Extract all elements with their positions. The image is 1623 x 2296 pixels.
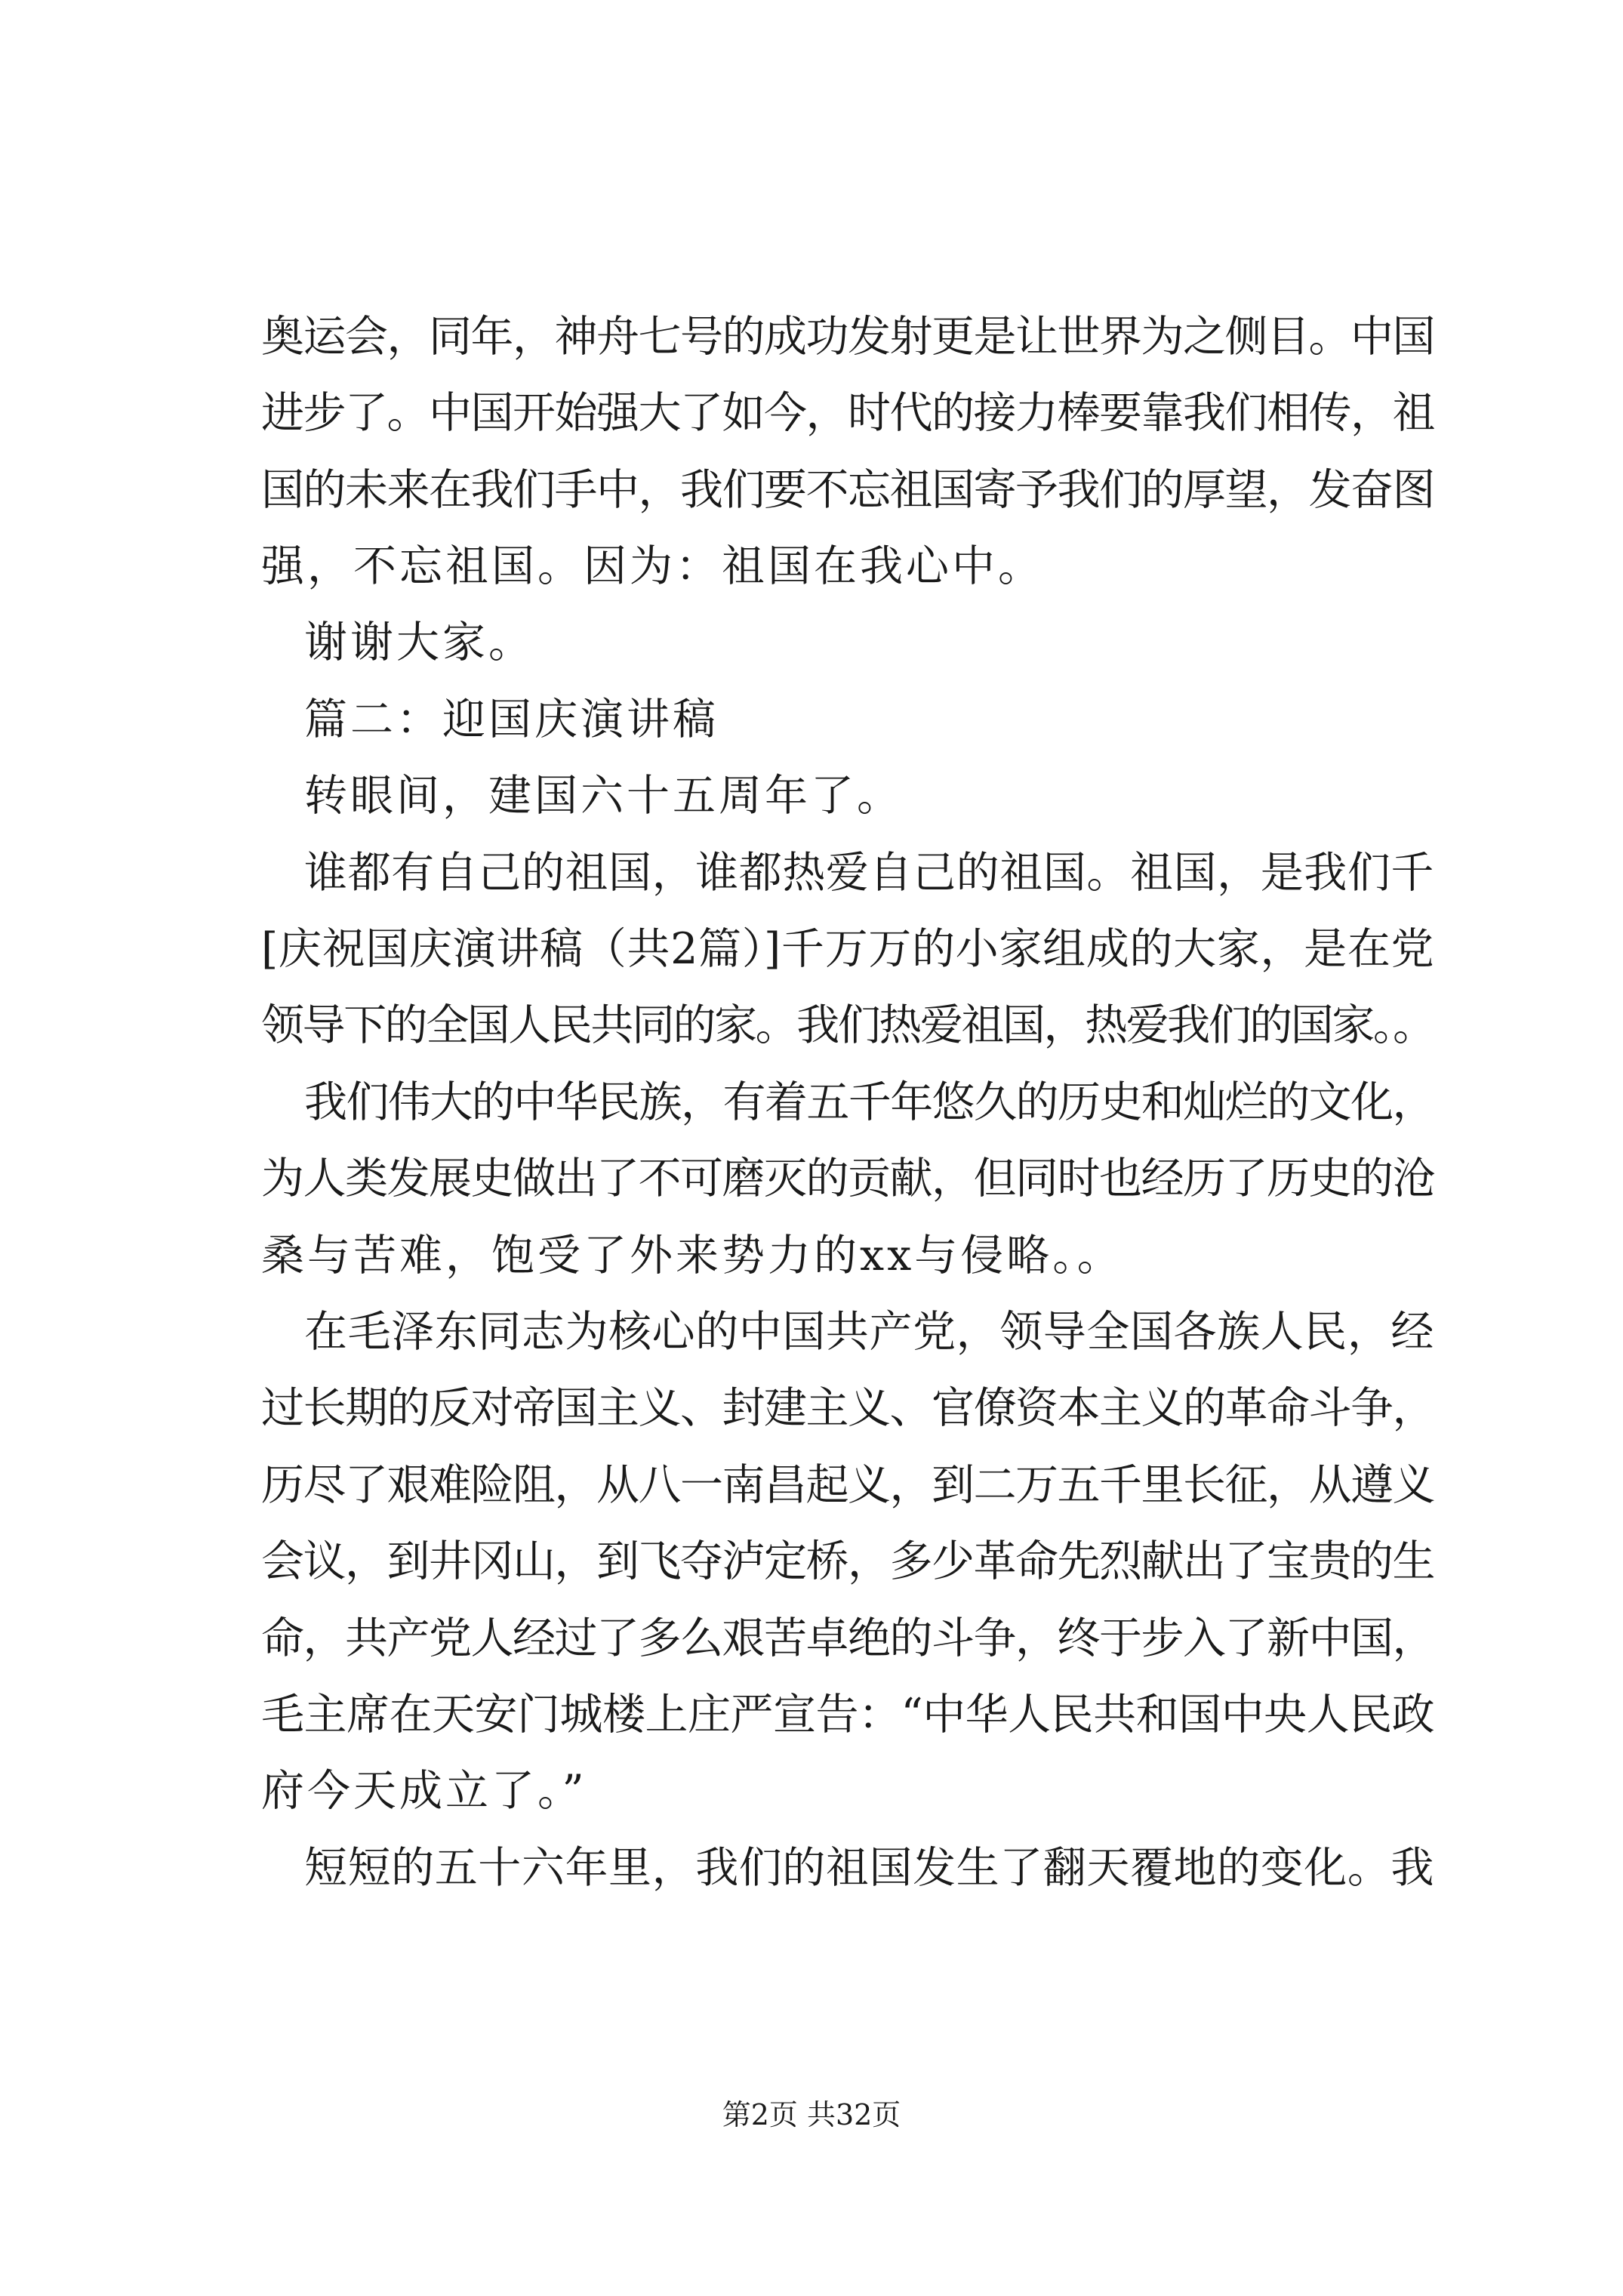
body-line-19: 毛主席在天安门城楼上庄严宣告：“中华人民共和国中央人民政 (261, 1690, 1435, 1740)
body-line-17: 会议，到井冈山，到飞夺泸定桥，多少革命先烈献出了宝贵的生 (261, 1536, 1434, 1586)
body-line-8: 谁都有自己的祖国，谁都热爱自己的祖国。祖国，是我们千 (304, 848, 1434, 898)
page-footer: 第2页 共32页 (722, 2098, 901, 2131)
body-line-16: 历尽了艰难险阻，从八一南昌起义，到二万五千里长征，从遵义 (261, 1460, 1434, 1510)
body-line-7: 转眼间，建国六十五周年了。 (304, 771, 903, 821)
body-line-18: 命，共产党人经过了多么艰苦卓绝的斗争，终于步入了新中国， (261, 1613, 1434, 1663)
body-line-10: 领导下的全国人民共同的家。我们热爱祖国，热爱我们的国家。。 (261, 1000, 1434, 1050)
body-line-11: 我们伟大的中华民族，有着五千年悠久的历史和灿烂的文化， (304, 1077, 1434, 1127)
body-line-20: 府今天成立了。” (261, 1766, 587, 1816)
body-line-3: 国的未来在我们手中，我们要不忘祖国寄予我们的厚望，发奋图 (261, 465, 1434, 515)
body-line-14: 在毛泽东同志为核心的中国共产党，领导全国各族人民，经 (304, 1307, 1434, 1357)
body-line-4: 强，不忘祖国。因为：祖国在我心中。 (261, 541, 1044, 591)
body-line-9: [庆祝国庆演讲稿（共2篇）]千万万的小家组成的大家，是在党 (261, 924, 1435, 974)
body-line-1: 奥运会，同年，神舟七号的成功发射更是让世界为之侧目。中国 (261, 312, 1434, 362)
body-line-13: 桑与苦难，饱受了外来势力的xx与侵略。。 (261, 1231, 1123, 1281)
body-line-21: 短短的五十六年里，我们的祖国发生了翻天覆地的变化。我 (304, 1843, 1434, 1893)
body-line-15: 过长期的反对帝国主义、封建主义、官僚资本主义的革命斗争， (261, 1383, 1434, 1433)
body-line-5: 谢谢大家。 (304, 618, 534, 667)
body-line-12: 为人类发展史做出了不可磨灭的贡献，但同时也经历了历史的沧 (261, 1154, 1434, 1203)
body-line-2: 进步了。中国开始强大了如今，时代的接力棒要靠我们相传，祖 (261, 388, 1434, 438)
section-heading: 篇二：迎国庆演讲稿 (304, 695, 719, 744)
